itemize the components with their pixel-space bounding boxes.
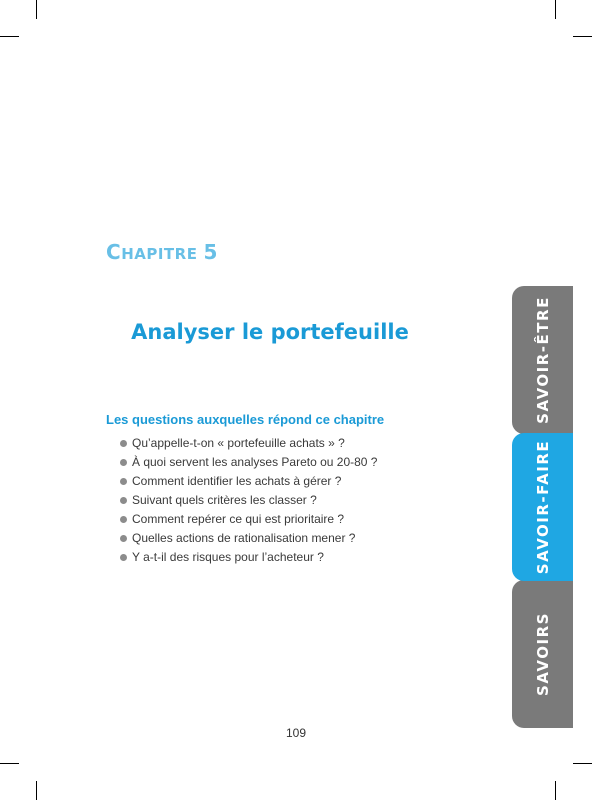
question-text: Qu’appelle-t-on « portefeuille achats » ? bbox=[132, 436, 345, 450]
crop-mark bbox=[0, 36, 19, 37]
list-item bbox=[120, 453, 377, 472]
crop-mark bbox=[36, 0, 37, 19]
list-item bbox=[120, 491, 377, 510]
crop-mark bbox=[573, 763, 592, 764]
chapter-label-rest: HAPITRE bbox=[121, 245, 198, 263]
list-item bbox=[120, 510, 377, 529]
chapter-number: 5 bbox=[203, 240, 218, 264]
crop-mark bbox=[555, 781, 556, 800]
question-text: Quelles actions de rationalisation mener ? bbox=[132, 531, 356, 545]
crop-mark bbox=[555, 0, 556, 19]
tab-savoir-faire[interactable] bbox=[512, 433, 573, 581]
tab-savoirs[interactable] bbox=[512, 580, 573, 728]
bullet-icon bbox=[120, 554, 127, 561]
question-text: Y a-t-il des risques pour l’acheteur ? bbox=[132, 550, 324, 564]
tab-savoirs-label: SAVOIRS bbox=[533, 612, 552, 696]
tab-savoir-etre[interactable] bbox=[512, 286, 573, 434]
chapter-label-initial: C bbox=[106, 240, 122, 264]
crop-mark bbox=[0, 763, 19, 764]
page-number: 109 bbox=[285, 726, 307, 740]
question-text: Suivant quels critères les classer ? bbox=[132, 493, 317, 507]
question-list bbox=[120, 434, 377, 567]
bullet-icon bbox=[120, 535, 127, 542]
crop-mark bbox=[573, 36, 592, 37]
bullet-icon bbox=[120, 516, 127, 523]
list-item bbox=[120, 548, 377, 567]
tab-savoir-faire-label: SAVOIR-FAIRE bbox=[533, 439, 552, 575]
list-item bbox=[120, 434, 377, 453]
bullet-icon bbox=[120, 497, 127, 504]
bullet-icon bbox=[120, 459, 127, 466]
chapter-label bbox=[106, 242, 218, 262]
bullet-icon bbox=[120, 478, 127, 485]
questions-heading: Les questions auxquelles répond ce chapitre bbox=[106, 412, 385, 427]
tab-savoir-etre-label: SAVOIR-ÊTRE bbox=[533, 296, 552, 424]
chapter-title: Analyser le portefeuille bbox=[131, 320, 409, 344]
question-text: Comment identifier les achats à gérer ? bbox=[132, 474, 342, 488]
list-item bbox=[120, 472, 377, 491]
list-item bbox=[120, 529, 377, 548]
question-text: Comment repérer ce qui est prioritaire ? bbox=[132, 512, 345, 526]
crop-mark bbox=[36, 781, 37, 800]
question-text: À quoi servent les analyses Pareto ou 20-80 ? bbox=[132, 455, 378, 469]
bullet-icon bbox=[120, 440, 127, 447]
